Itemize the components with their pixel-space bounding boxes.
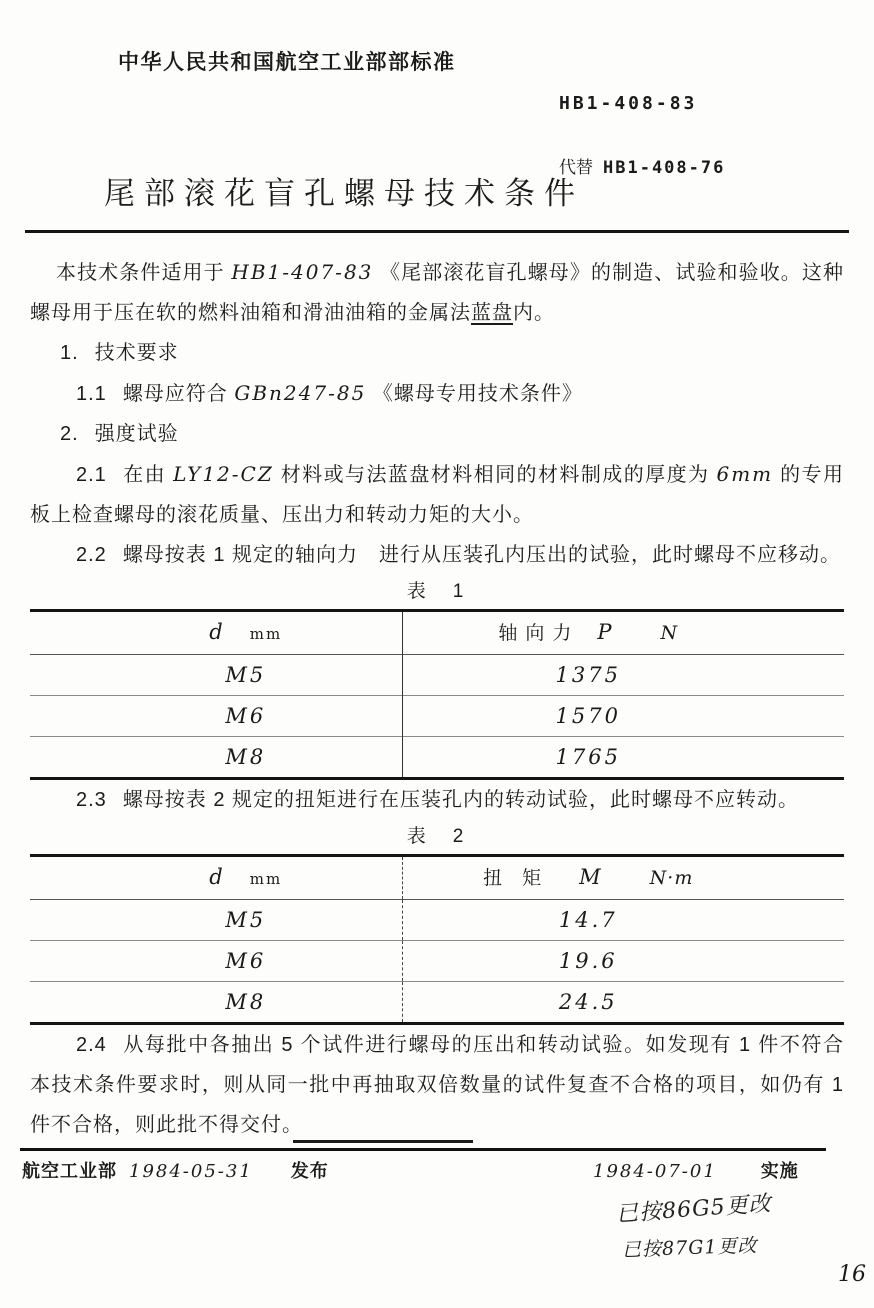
implementation-date: 1984-07-01 xyxy=(593,1161,717,1182)
table-row: M5 1375 xyxy=(30,655,844,696)
issue-date: 1984-05-31 xyxy=(129,1161,253,1182)
clause-2-2: 2.2 螺母按表 1 规定的轴向力 进行从压装孔内压出的试验，此时螺母不应移动。 xyxy=(76,544,842,566)
column-header-diameter: d mm xyxy=(30,611,402,655)
clause-2-4: 2.4 从每批中各抽出 5 个试件进行螺母的压出和转动试验。如发现有 1 件不符合本技术条件要求时，则从同一批中再抽取双倍数量的试件复查不合格的项目，如仍有 1 件不合格，则此批不得交付。 xyxy=(30,1034,844,1136)
footer-divider xyxy=(20,1148,826,1151)
table-row: M6 19.6 xyxy=(30,941,844,982)
table-row: M6 1570 xyxy=(30,696,844,737)
clause-2-heading: 2. 强度试验 xyxy=(60,423,179,445)
implementation-action-label: 实施 xyxy=(760,1161,799,1181)
clause-1-heading: 1. 技术要求 xyxy=(60,342,179,364)
table-header-row xyxy=(30,611,844,655)
table-torque xyxy=(30,854,844,1025)
thickness-value: 6mm xyxy=(716,462,774,486)
material-code: LY12-CZ xyxy=(173,462,274,486)
table-2-caption: 表 2 xyxy=(406,826,468,847)
header-divider xyxy=(25,230,849,233)
footer-implementation-info xyxy=(593,1157,799,1183)
table-row: M8 24.5 xyxy=(30,982,844,1024)
issuer-name: 航空工业部 xyxy=(22,1161,117,1181)
table-axial-force xyxy=(30,609,844,780)
footer-issue-info xyxy=(22,1157,329,1183)
table-row: M8 1765 xyxy=(30,737,844,779)
replaced-standard-number: HB1-408-76 xyxy=(603,158,726,178)
column-header-torque: 扭矩 M N·m xyxy=(483,865,694,889)
referenced-standard: GBn247-85 xyxy=(234,381,367,405)
document-title: 尾部滚花盲孔螺母技术条件 xyxy=(104,176,584,211)
page-number: 16 xyxy=(838,1262,866,1287)
intro-paragraph: 本技术条件适用于 HB1-407-83 《尾部滚花盲孔螺母》的制造、试验和验收。这种螺母用于压在软的燃料油箱和滑油油箱的金属法蓝盘内。 xyxy=(30,260,844,324)
underlined-correction: 蓝盘 xyxy=(471,302,513,324)
clause-2-1: 2.1 在由 LY12-CZ 材料或与法蓝盘材料相同的材料制成的厚度为 6mm 的专用板上检查螺母的滚花质量、压出力和转动力矩的大小。 xyxy=(30,462,844,526)
standard-number: HB1-408-83 xyxy=(559,93,698,114)
issue-action-label: 发布 xyxy=(290,1161,329,1181)
table-row: M5 14.7 xyxy=(30,900,844,941)
referenced-standard: HB1-407-83 xyxy=(231,260,374,284)
column-header-diameter: d mm xyxy=(30,856,402,900)
replaces-label: 代替 xyxy=(559,158,593,177)
table-1-caption: 表 1 xyxy=(406,581,468,602)
document-body xyxy=(30,252,844,1145)
clause-1-1: 1.1 螺母应符合 GBn247-85 《螺母专用技术条件》 xyxy=(76,381,583,405)
handwritten-revision-note: 已按86G5更改 xyxy=(615,1191,773,1228)
clause-2-3: 2.3 螺母按表 2 规定的扭矩进行在压装孔内的转动试验，此时螺母不应转动。 xyxy=(76,789,800,811)
handwritten-revision-note: 已按87G1更改 xyxy=(621,1234,758,1262)
table-header-row xyxy=(30,856,844,900)
short-divider-line xyxy=(293,1140,473,1143)
column-header-axial-force: 轴向力 P N xyxy=(498,620,679,644)
standard-org-title: 中华人民共和国航空工业部部标准 xyxy=(118,51,456,74)
